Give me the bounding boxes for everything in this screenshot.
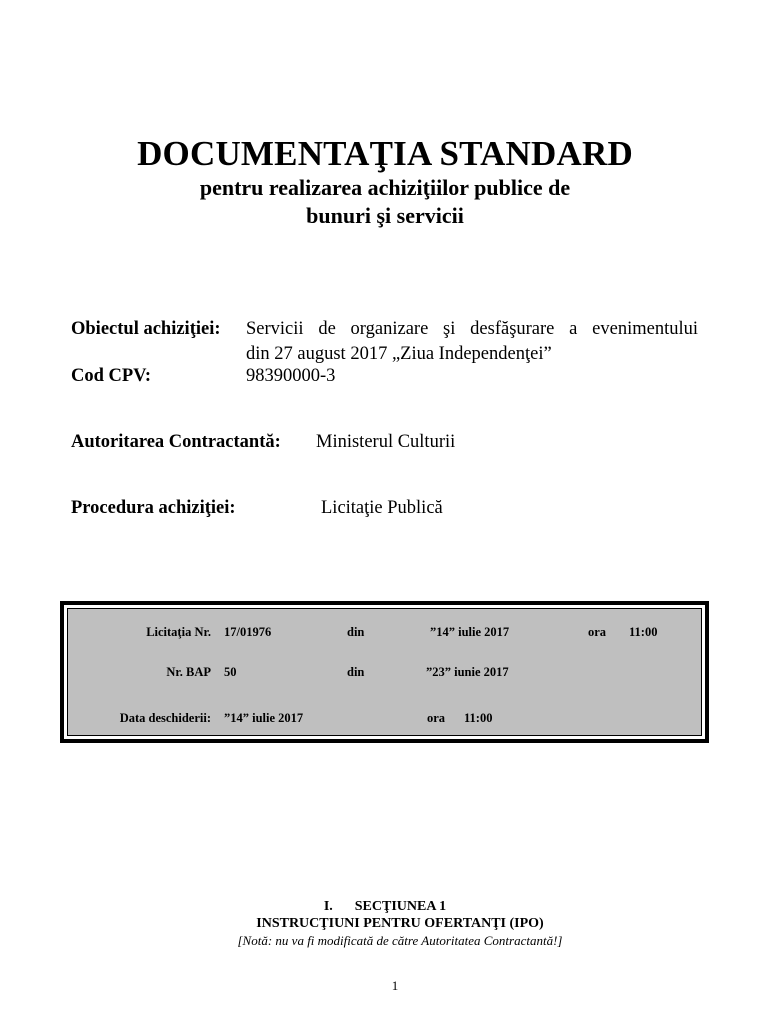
bap-nr-label: Nr. BAP — [166, 665, 211, 679]
section-heading — [0, 899, 770, 915]
document-title: DOCUMENTAŢIA STANDARD — [137, 134, 633, 173]
licitatie-date: ”14” iulie 2017 — [430, 625, 510, 639]
section-subtitle: INSTRUCŢIUNI PENTRU OFERTANŢI (IPO) — [256, 916, 544, 931]
bap-din-label: din — [347, 665, 365, 679]
licitatie-ora-label: ora — [588, 625, 607, 639]
obiect-label: Obiectul achiziţiei: — [71, 319, 221, 339]
licitatie-din-label: din — [347, 625, 365, 639]
autoritate-value: Ministerul Culturii — [316, 432, 456, 452]
data-deschiderii-value: ”14” iulie 2017 — [224, 711, 304, 725]
cpv-label: Cod CPV: — [71, 366, 152, 386]
licitatie-info-box — [60, 601, 709, 743]
bap-date: ”23” iunie 2017 — [426, 665, 509, 679]
section-number: I. — [323, 899, 333, 914]
licitatie-info-box-inner — [67, 608, 702, 736]
page-number: 1 — [391, 978, 399, 993]
data-deschiderii-label: Data deschiderii: — [119, 711, 211, 725]
licitatie-nr-label: Licitaţia Nr. — [146, 625, 211, 639]
document-subtitle-line1: pentru realizarea achiziţiilor publice de — [199, 175, 571, 200]
licitatie-nr-value: 17/01976 — [224, 625, 272, 639]
deschidere-time: 11:00 — [464, 711, 493, 725]
licitatie-time: 11:00 — [629, 625, 658, 639]
document-subtitle-line2: bunuri şi servicii — [306, 203, 464, 228]
autoritate-label: Autoritarea Contractantă: — [71, 432, 281, 452]
bap-nr-value: 50 — [224, 665, 237, 679]
deschidere-ora-label: ora — [427, 711, 446, 725]
procedura-value: Licitaţie Publică — [321, 498, 443, 518]
section-title: SECŢIUNEA 1 — [354, 899, 447, 914]
procedura-label: Procedura achiziţiei: — [71, 498, 236, 518]
obiect-value-line1: Servicii de organizare şi desfăşurare a evenimentului — [246, 319, 698, 339]
cpv-value: 98390000-3 — [246, 366, 336, 386]
obiect-value-line2: din 27 august 2017 „Ziua Independenţei” — [246, 344, 552, 364]
section-note: [Notă: nu va fi modificată de către Autoritatea Contractantă!] — [237, 933, 563, 948]
